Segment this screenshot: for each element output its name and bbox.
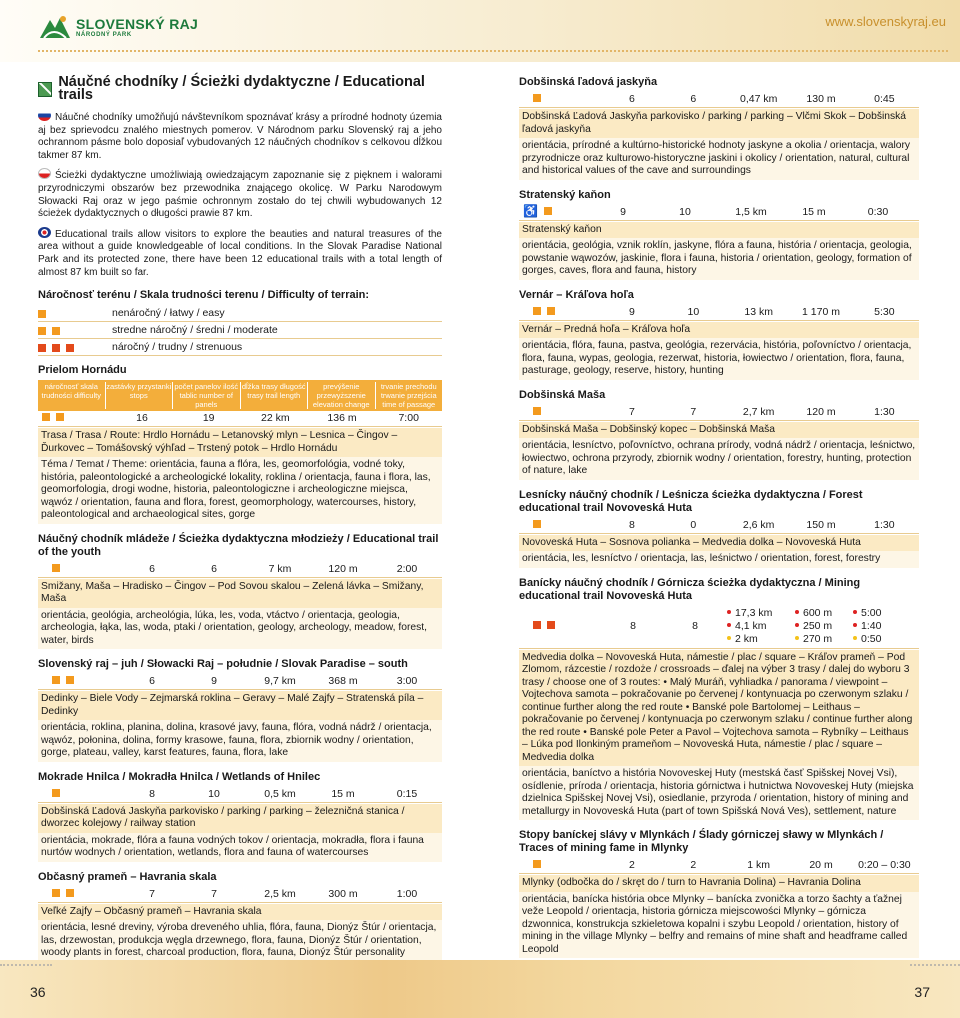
cell-elevation: 1 170 m xyxy=(802,305,840,318)
trail-title: Lesnícky náučný chodník / Leśnicza ścieżka dydaktyczna / Forest educational trail Novoveská Huta xyxy=(519,488,863,514)
theme-text: Téma / Temat / Theme: orientácia, fauna a flóra, les, geomorfológia, vodné toky, história, paleontologické a archeologické lokality, roklina / orientacja, fauna i flora, las, geomorfologia, drogi wodne, historia, paleontologiczne i archeologiczne miejsca, wąwóz / orientation, fauna and flora, forest, geomorphology, watercourses, history, paleontological and archaeological sites, gorge xyxy=(38,457,442,524)
cell-stops: 6 xyxy=(149,562,155,575)
cell-panels: 2 xyxy=(690,859,697,871)
cell-stops: 2 xyxy=(629,859,635,871)
cell-panels: 8 xyxy=(692,620,698,632)
cell-stops: 8 xyxy=(629,518,635,531)
legend-strenuous xyxy=(38,340,442,356)
polish-flag-icon xyxy=(38,168,51,179)
theme-text: orientácia, geológia, archeológia, lúka, les, voda, vtáctvo / orientacja, geologia, archeologia, łąka, las, woda, ptaki / orientation, geology, archeology, meadow, forest, water, birds xyxy=(38,608,442,650)
table-row xyxy=(38,787,442,803)
cell-time: 0:45 xyxy=(874,93,895,105)
cell-time: 3:00 xyxy=(396,675,418,688)
theme-text: orientácia, roklina, planina, dolina, krasové javy, fauna, flóra, vodná nádrž / orientacja, wąwóz, połonina, dolina, formy krasowe, fauna, flora, zbiornik wodny / orientation, gorge, plateau, valley, karst features, fauna, flora, lake xyxy=(38,720,442,762)
difficulty-squares xyxy=(519,406,602,419)
cell-stops: 9 xyxy=(629,305,635,318)
route-text: Medvedia dolka – Novoveská Huta, námestie / plac / square – Kráľov prameň – Pod Zlomom, rázcestie / rozdoże / crossroads – ďalej na výber 3 trasy / dalej do wyboru 3 trasy / choose one of 3 routes: • Malý Muráň, vyhliadka / panorama / viewpoint – Vojtechova samota – pokračovanie po červenej / kontynuacja po czerwonym szlaku / continue further along the red route • Banské pole Bartolomej – Leithaus – pokračovanie po červenej / kontynuacja po czerwonym szlaku / continue further along the red route • Banské pole Peter a Pavol – Vojtechova samota – Rybníky – Leithaus – Lúka pod Ilonkiným prameňom – Novoveská Huta, námestie / plac / square – Medvedia dolka xyxy=(519,650,919,767)
difficulty-squares xyxy=(38,888,122,901)
theme-text: orientácia, lesné dreviny, výroba dreveného uhlia, flóra, fauna, Dionýz Štúr / orientacja, las, drzewostan, produkcja węgla drzewnego, flora, fauna, Dionýz Štúr / orientation, woody plants in forest, charcoal production, flora, fauna, Dionýz Štúr personality xyxy=(38,920,442,962)
cell-stops: 8 xyxy=(630,620,636,632)
table-row xyxy=(519,606,919,649)
table-header xyxy=(38,380,442,411)
theme-text: orientácia, prírodné a kultúrno-historické hodnoty jaskyne a okolia / orientacja, walory przyrodnicze oraz kulturowo-historyczne jaskini i okolicy / orientation, natural, cultural and historical values of the cave and surroundings xyxy=(519,138,919,180)
table-row xyxy=(38,562,442,578)
cell-length: 4,1 km xyxy=(735,620,767,632)
difficulty-heading: Náročnosť terénu / Skala trudności terenu / Difficulty of terrain: xyxy=(38,289,370,302)
left-column xyxy=(38,70,442,962)
cell-panels: 10 xyxy=(687,305,700,318)
cell-time: 1:30 xyxy=(874,518,895,531)
trail-sign-icon xyxy=(38,82,52,97)
cell-elevation: 250 m xyxy=(803,620,833,632)
wheelchair-icon: ♿ xyxy=(523,204,538,218)
cell-elevation: 130 m xyxy=(806,93,836,105)
cell-elevation: 600 m xyxy=(803,607,833,619)
theme-text: orientácia, les, lesníctvo / orientacja, las, leśnictwo / orientation, forest, forestry xyxy=(519,551,919,568)
intro-sk-text: Náučné chodníky umožňujú návštevníkom spoznávať krásy a prírodné hodnoty územia aj bez sprievodcu znalého miestnych pomerov. V Národnom parku Slovenský raj a jeho ochrannom pásme bolo doposiaľ vybudovaných 12 náučných chodníkov s celkovou dĺžkou takmer 87 km. xyxy=(38,112,442,161)
cell-length: 22 km xyxy=(261,412,290,425)
cell-stops: 6 xyxy=(629,93,635,105)
page-title xyxy=(38,76,442,102)
cell-elevation: 120 m xyxy=(806,405,836,418)
cell-panels: 6 xyxy=(211,562,217,575)
route-text: Dobšinská Ľadová Jaskyňa parkovisko / parking / parking – železničná stanica / dworzec kolejowy / railway station xyxy=(38,804,442,833)
british-flag-icon xyxy=(38,227,51,238)
col-panels: počet panelov ilość tablic number of panels xyxy=(173,382,241,409)
cell-stops: 8 xyxy=(149,787,155,800)
table-row xyxy=(38,887,442,903)
trail-title: Banícky náučný chodník / Górnicza ścieżka dydaktyczna / Mining educational trail Novoveská Huta xyxy=(519,576,861,602)
theme-text: orientácia, banícka história obce Mlynky – banícka zvonička a torzo šachty a ťažnej veže Leopold / orientacja, historia górnicza miejscowości Mlynky – górnicza dzwonnica, konstrukcja szkieletowa kopalni i szybu Leopold / orientation, history of mining in the village Mlynky – belfry and remains of mine shaft and headframe called Leopold xyxy=(519,892,919,959)
col-difficulty: náročnosť skala trudności difficulty xyxy=(38,382,106,409)
cell-panels: 9 xyxy=(211,675,217,688)
cell-panels: 7 xyxy=(690,405,697,418)
cell-panels: 7 xyxy=(211,887,217,900)
difficulty-squares xyxy=(38,563,122,576)
trail-title: Mokrade Hnilca / Mokradła Hnilca / Wetlands of Hnilec xyxy=(38,770,321,783)
route-text: Trasa / Trasa / Route: Hrdlo Hornádu – Letanovský mlyn – Lesnica – Čingov – Ďurkovec – Tomášovský výhľad – Trstený potok – Hrdlo Hornádu xyxy=(38,428,442,457)
trail-title: Stratenský kaňon xyxy=(519,188,611,201)
cell-time: 5:30 xyxy=(874,305,895,318)
difficulty-squares xyxy=(38,788,122,801)
theme-text: orientácia, lesníctvo, poľovníctvo, ochrana prírody, vodná nádrž / orientacja, leśnictwo, łowiectwo, ochrona przyrody, zbiornik wodny / orientation, forestry, hunting, protection of nature, lake xyxy=(519,438,919,480)
cell-stops: 6 xyxy=(149,675,155,688)
route-text: Vernár – Predná hoľa – Kráľova hoľa xyxy=(519,322,919,339)
cell-stops: 9 xyxy=(620,205,626,218)
cell-length: 17,3 km xyxy=(735,607,773,619)
cell-time: 0:30 xyxy=(867,205,889,218)
right-column xyxy=(519,76,919,958)
theme-text: orientácia, baníctvo a história Novoveskej Huty (mestská časť Spišskej Novej Vsi), osídlenie, príroda / orientacja, historia górnictwa i hutnictwa Novoveskej Huty (miejska dzielnica Spišskej Novej Vsi), osiedlanie, przyroda / orientation, history of mining and metallurgy in Novoveská Huta (part of town Spišská Nová Ves), settlement, nature xyxy=(519,766,919,820)
website-link[interactable]: www.slovenskyraj.eu xyxy=(825,14,946,29)
cell-length: 1 km xyxy=(747,859,771,871)
col-length: dĺžka trasy długość trasy trail length xyxy=(241,382,309,409)
route-text: Dobšinská Maša – Dobšinský kopec – Dobšinská Maša xyxy=(519,422,919,439)
cell-length: 0,47 km xyxy=(739,93,778,105)
trail-title: Občasný prameň – Havrania skala xyxy=(38,870,217,883)
route-text: Veľké Zajfy – Občasný prameň – Havrania skala xyxy=(38,904,442,921)
legend-moderate xyxy=(38,323,442,339)
route-text: Dedinky – Biele Vody – Zejmarská roklina – Geravy – Malé Zajfy – Stratenská píla – Dedinky xyxy=(38,691,442,720)
difficulty-squares xyxy=(519,519,602,532)
legend-easy xyxy=(38,306,442,322)
table-row xyxy=(519,92,919,108)
cell-stops: 16 xyxy=(136,412,148,425)
legend-strenuous-text: náročný / trudny / strenuous xyxy=(112,341,243,354)
intro-en xyxy=(38,227,442,279)
cell-elevation: 20 m xyxy=(809,859,833,871)
theme-text: orientácia, flóra, fauna, pastva, geológia, rezervácia, história, poľovníctvo / orientacja, flora, fauna, wypas, geologia, rezerwat, historia, łowiectwo / orientation, flora, fauna, pasturage, geology, reserve, history, hunting xyxy=(519,338,919,380)
route-text: Mlynky (odbočka do / skręt do / turn to Havrania Dolina) – Havrania Dolina xyxy=(519,875,919,892)
route-text: Dobšinská Ľadová Jaskyňa parkovisko / parking / parking – Vlčmi Skok – Dobšinská ľadová jaskyňa xyxy=(519,109,919,138)
logo-icon xyxy=(38,12,72,42)
cell-elevation: 270 m xyxy=(803,633,833,645)
theme-text: orientácia, mokrade, flóra a fauna vodných tokov / orientacja, mokradła, flora i fauna nurtów wodnych / orientation, wetlands, flora and fauna of watercourses xyxy=(38,833,442,862)
intro-pl xyxy=(38,168,442,220)
cell-length: 2,7 km xyxy=(742,405,775,418)
cell-length: 7 km xyxy=(268,562,292,575)
difficulty-squares xyxy=(38,675,122,688)
cell-length: 2,5 km xyxy=(264,887,296,900)
cell-time: 0:15 xyxy=(396,787,418,800)
page-number-left: 36 xyxy=(30,984,46,1000)
cell-time: 0:50 xyxy=(861,633,882,645)
park-logo[interactable] xyxy=(38,12,198,42)
theme-text: orientácia, geológia, vznik roklín, jaskyne, flóra a fauna, história / orientacja, geologia, powstanie wąwozów, jaskinie, flora i fauna, historia / orientation, geology, formation of gorges, caves, flora and fauna, history xyxy=(519,238,919,280)
cell-elevation: 368 m xyxy=(328,675,358,688)
col-elevation: prevýšenie przewyższenie elevation change xyxy=(308,382,376,409)
col-stops: zastávky przystanki stops xyxy=(106,382,174,409)
logo-brand: SLOVENSKÝ RAJ xyxy=(76,16,199,32)
legend-moderate-text: stredne náročný / średni / moderate xyxy=(112,324,278,337)
cell-panels: 19 xyxy=(202,412,215,425)
cell-elevation: 150 m xyxy=(806,518,836,531)
logo-sub: NÁRODNÝ PARK xyxy=(76,32,132,38)
cell-elevation: 300 m xyxy=(328,887,358,900)
cell-panels: 10 xyxy=(679,205,691,218)
trail-title: Stopy baníckej slávy v Mlynkách / Ślady górniczej sławy w Mlynkách / Traces of mining fame in Mlynky xyxy=(519,829,884,854)
table-row xyxy=(38,411,442,427)
bottom-divider-right xyxy=(910,964,960,968)
cell-stops: 7 xyxy=(149,887,155,900)
intro-en-text: Educational trails allow visitors to explore the beauties and natural treasures of the area without a guide knowledgeable of local conditions. In the Slovak Paradise National Park and its protected zone, there have been 12 educational trails with a total length of almost 87 km built so far. xyxy=(38,228,442,278)
route-text: Stratenský kaňon xyxy=(519,222,919,239)
cell-time: 1:30 xyxy=(874,405,895,418)
table-row xyxy=(38,674,442,690)
difficulty-squares xyxy=(519,205,593,219)
slovak-flag-icon xyxy=(38,110,51,121)
cell-length: 9,7 km xyxy=(264,675,296,688)
table-row xyxy=(519,205,919,221)
difficulty-squares xyxy=(519,93,602,106)
intro-sk xyxy=(38,110,442,162)
cell-panels: 6 xyxy=(690,93,697,105)
table-row xyxy=(519,305,919,321)
trail-title: Vernár – Kráľova hoľa xyxy=(519,288,634,301)
bottom-divider-left xyxy=(0,964,52,968)
cell-stops: 7 xyxy=(629,405,635,418)
cell-panels: 10 xyxy=(208,787,220,800)
page-title-text: Náučné chodníky / Ścieżki dydaktyczne / Educational trails xyxy=(58,74,425,103)
table-row xyxy=(519,518,919,534)
cell-length: 13 km xyxy=(744,305,773,318)
route-text: Smižany, Maša – Hradisko – Čingov – Pod Sovou skalou – Zelená lávka – Smižany, Maša xyxy=(38,579,442,608)
cell-elevation: 15 m xyxy=(802,205,826,218)
bottom-band xyxy=(0,960,960,1018)
page-number-right: 37 xyxy=(914,984,930,1000)
cell-time: 1:40 xyxy=(861,620,882,632)
cell-length: 0,5 km xyxy=(264,787,296,800)
cell-length: 1,5 km xyxy=(735,205,767,218)
cell-length: 2 km xyxy=(735,633,758,645)
cell-length: 2,6 km xyxy=(742,518,775,531)
col-time: trvanie prechodu trwanie przejścia time of passage xyxy=(380,382,437,410)
cell-elevation: 136 m xyxy=(327,412,357,425)
trail-title: Dobšinská ľadová jaskyňa xyxy=(519,76,658,88)
cell-elevation: 15 m xyxy=(331,787,355,800)
table-row xyxy=(519,405,919,421)
trail-title: Náučný chodník mládeže / Ścieżka dydaktyczna młodzieży / Educational trail of the youth xyxy=(38,532,439,558)
trail-title: Dobšinská Maša xyxy=(519,388,606,401)
cell-time: 5:00 xyxy=(861,607,882,619)
top-divider xyxy=(38,50,948,54)
route-text: Novoveská Huta – Sosnova polianka – Medvedia dolka – Novoveská Huta xyxy=(519,535,919,552)
cell-time: 7:00 xyxy=(398,412,419,425)
table-row xyxy=(519,858,919,874)
legend-easy-text: nenáročný / łatwy / easy xyxy=(112,307,225,320)
cell-time: 2:00 xyxy=(396,562,418,575)
trail-title: Prielom Hornádu xyxy=(38,364,127,377)
cell-time: 1:00 xyxy=(396,887,418,900)
difficulty-squares xyxy=(519,306,602,319)
intro-pl-text: Ścieżki dydaktyczne umożliwiają owiedzającym zapoznanie się z pięknem i walorami przyrodniczymi obszarów bez przewodnika znającego okolicę. W Parku Narodowym Słowacki Raj oraz w jego paśmie ochronnym zostało do tej chwili wybudowanych 12 ścieżek dydaktycznych o długości prawie 87 km. xyxy=(38,170,442,220)
cell-panels: 0 xyxy=(690,518,697,531)
trail-title: Slovenský raj – juh / Słowacki Raj – południe / Slovak Paradise – south xyxy=(38,658,408,671)
cell-elevation: 120 m xyxy=(328,562,358,575)
cell-time: 0:20 – 0:30 xyxy=(858,859,911,871)
